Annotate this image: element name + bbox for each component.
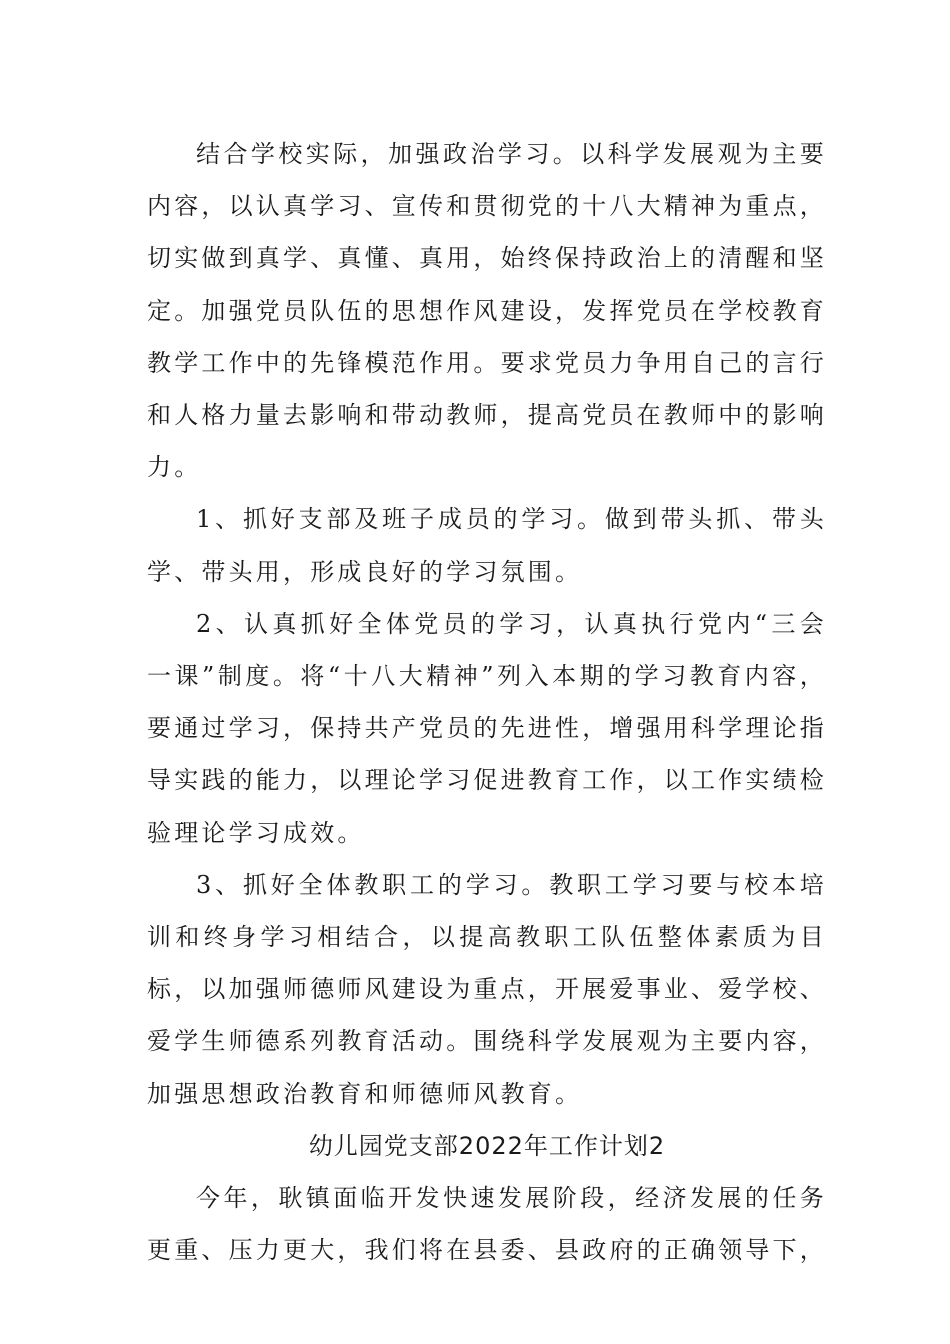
body-paragraph: 3、抓好全体教职工的学习。教职工学习要与校本培训和终身学习相结合，以提高教职工队伍整体素质为目标，以加强师德师风建设为重点，开展爱事业、爱学校、爱学生师德系列教育活动。围绕科学发展观为主要内容，加强思想政治教育和师德师风教育。 [147,870,827,1108]
section-heading: 幼儿园党支部2022年工作计划2 [308,1131,666,1160]
body-paragraph: 2、认真抓好全体党员的学习，认真执行党内“三会一课”制度。将“十八大精神”列入本期的学习教育内容，要通过学习，保持共产党员的先进性，增强用科学理论指导实践的能力，以理论学习促进教育工作，以工作实绩检验理论学习成效。 [147,609,827,847]
body-paragraph: 1、抓好支部及班子成员的学习。做到带头抓、带头学、带头用，形成良好的学习氛围。 [147,505,827,586]
document-page [147,128,827,1276]
body-paragraph: 今年，耿镇面临开发快速发展阶段，经济发展的任务更重、压力更大，我们将在县委、县政府的正确领导下， [147,1184,827,1265]
body-paragraph: 结合学校实际，加强政治学习。以科学发展观为主要内容，以认真学习、宣传和贯彻党的十八大精神为重点，切实做到真学、真懂、真用，始终保持政治上的清醒和坚定。加强党员队伍的思想作风建设，发挥党员在学校教育教学工作中的先锋模范作用。要求党员力争用自己的言行和人格力量去影响和带动教师，提高党员在教师中的影响力。 [147,140,827,482]
